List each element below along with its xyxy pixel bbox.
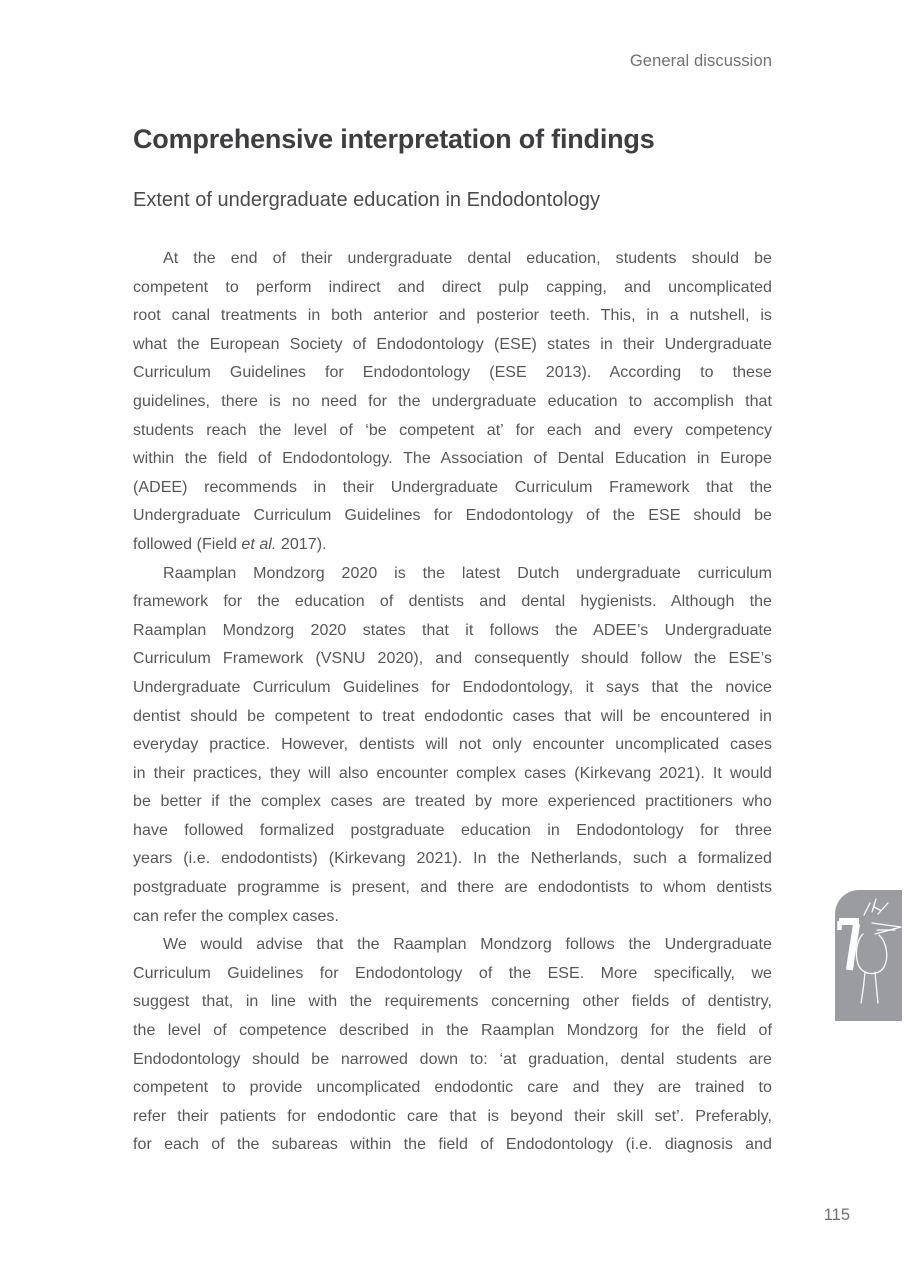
text-line: everyday practice. However, dentists will not only encounter uncomplicated cases <box>133 736 772 754</box>
text-line: Curriculum Guidelines for Endodontology of the ESE. More specifically, we <box>133 964 772 982</box>
text-line: We would advise that the Raamplan Mondzorg follows the Undergraduate <box>163 936 772 954</box>
text-line: followed (Field et al. 2017). <box>133 535 327 553</box>
text-line: Undergraduate Curriculum Guidelines for Endodontology of the ESE should be <box>133 507 772 525</box>
text-line: within the field of Endodontology. The Association of Dental Education in Europe <box>133 450 772 468</box>
paragraph <box>133 931 772 1160</box>
text-line: root canal treatments in both anterior and posterior teeth. This, in a nutshell, is <box>133 307 772 325</box>
text-line: in their practices, they will also encounter complex cases (Kirkevang 2021). It would <box>133 764 772 782</box>
stick-figure-icon <box>851 899 901 1003</box>
text-line: have followed formalized postgraduate education in Endodontology for three <box>133 821 772 839</box>
text-line: Undergraduate Curriculum Guidelines for Endodontology, it says that the novice <box>133 678 772 696</box>
text-line: Raamplan Mondzorg 2020 states that it follows the ADEE’s Undergraduate <box>133 621 772 639</box>
running-header: General discussion <box>629 52 772 70</box>
text-line: Raamplan Mondzorg 2020 is the latest Dutch undergraduate curriculum <box>163 564 772 582</box>
text-line: (ADEE) recommends in their Undergraduate Curriculum Framework that the <box>133 478 772 496</box>
text-line: for each of the subareas within the field of Endodontology (i.e. diagnosis and <box>133 1136 772 1154</box>
numeral-seven-glyph <box>839 921 859 970</box>
text-line: guidelines, there is no need for the undergraduate education to accomplish that <box>133 392 772 410</box>
paragraph <box>133 560 772 932</box>
text-line: years (i.e. endodontists) (Kirkevang 2021). In the Netherlands, such a formalized <box>133 850 772 868</box>
text-line: competent to perform indirect and direct pulp capping, and uncomplicated <box>133 278 772 296</box>
text-line: be better if the complex cases are treated by more experienced practitioners who <box>133 793 772 811</box>
text-line: suggest that, in line with the requirements concerning other fields of dentistry, <box>133 993 772 1011</box>
page-number: 115 <box>823 1206 850 1224</box>
text-line: refer their patients for endodontic care that is beyond their skill set’. Preferably, <box>133 1107 772 1125</box>
chapter-seven-figure-icon <box>835 890 902 1021</box>
paragraph <box>133 245 772 560</box>
text-line: students reach the level of ‘be competent at’ for each and every competency <box>133 421 772 439</box>
section-heading: Extent of undergraduate education in Endodontology <box>133 189 601 211</box>
page-title: Comprehensive interpretation of findings <box>133 124 655 154</box>
text-line: what the European Society of Endodontology (ESE) states in their Undergraduate <box>133 335 772 353</box>
body-text <box>133 245 772 1160</box>
text-line: postgraduate programme is present, and there are endodontists to whom dentists <box>133 879 772 897</box>
text-line: can refer the complex cases. <box>133 907 339 925</box>
text-line: Endodontology should be narrowed down to: ‘at graduation, dental students are <box>133 1050 772 1068</box>
text-line: At the end of their undergraduate dental education, students should be <box>163 250 772 267</box>
text-line: the level of competence described in the Raamplan Mondzorg for the field of <box>133 1022 772 1040</box>
text-line: framework for the education of dentists and dental hygienists. Although the <box>133 593 772 611</box>
text-line: competent to provide uncomplicated endodontic care and they are trained to <box>133 1079 772 1097</box>
text-line: Curriculum Framework (VSNU 2020), and consequently should follow the ESE’s <box>133 650 772 668</box>
chapter-tab <box>835 890 902 1021</box>
text-line: dentist should be competent to treat endodontic cases that will be encountered in <box>133 707 772 725</box>
text-line: Curriculum Guidelines for Endodontology (ESE 2013). According to these <box>133 364 772 382</box>
